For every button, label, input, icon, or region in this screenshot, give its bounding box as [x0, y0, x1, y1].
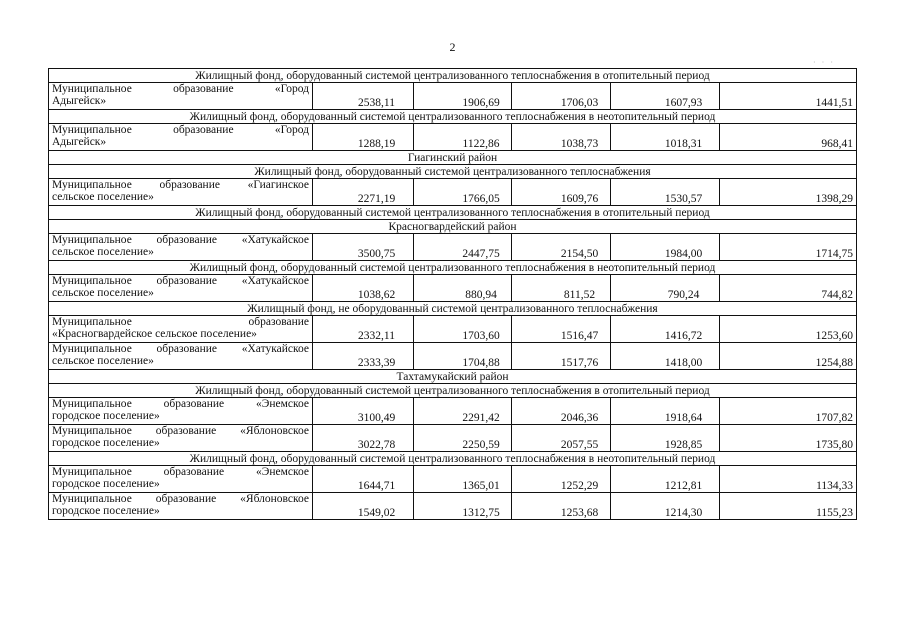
scan-marks: · · ·	[813, 58, 835, 67]
value-cell: 1609,76	[512, 179, 611, 206]
value-cell: 2271,19	[313, 179, 414, 206]
municipality-name-line-2: городское поселение»	[52, 437, 160, 449]
value-cell: 1365,01	[414, 466, 512, 493]
value-cell: 1252,29	[512, 466, 611, 493]
municipality-name-cell	[49, 124, 313, 151]
value-cell: 1288,19	[313, 124, 414, 151]
value-cell: 1441,51	[720, 83, 857, 110]
section-header-text: Жилищный фонд, оборудованный системой централизованного теплоснабжения	[49, 165, 857, 179]
section-header-row	[49, 151, 857, 165]
value-cell: 1644,71	[313, 466, 414, 493]
municipality-name-line-2: городское поселение»	[52, 410, 160, 422]
section-header-row	[49, 384, 857, 398]
municipality-name-line-1: Муниципальное образование «Город	[52, 124, 309, 136]
section-header-row	[49, 370, 857, 384]
table-row	[49, 493, 857, 520]
value-cell: 2447,75	[414, 234, 512, 261]
value-cell: 1253,68	[512, 493, 611, 520]
value-cell: 1704,88	[414, 343, 512, 370]
value-cell: 1928,85	[611, 425, 720, 452]
municipality-name-line-1: Муниципальное образование «Яблоновское	[52, 493, 309, 505]
value-cell: 968,41	[720, 124, 857, 151]
table-row	[49, 316, 857, 343]
municipality-name-line-2: Адыгейск»	[52, 136, 107, 148]
table-row	[49, 179, 857, 206]
section-header-text: Жилищный фонд, оборудованный системой централизованного теплоснабжения в неотопительный период	[49, 452, 857, 466]
value-cell: 1122,86	[414, 124, 512, 151]
value-cell: 2333,39	[313, 343, 414, 370]
value-cell: 744,82	[720, 275, 857, 302]
page-number: 2	[449, 40, 456, 54]
table-body	[49, 69, 857, 520]
municipality-name-line-2: «Красногвардейское сельское поселение»	[52, 328, 257, 340]
value-cell: 2046,36	[512, 398, 611, 425]
section-header-row	[49, 302, 857, 316]
municipality-name-line-1: Муниципальное образование «Хатукайское	[52, 275, 309, 287]
tariff-table	[48, 68, 857, 520]
section-header-text: Жилищный фонд, не оборудованный системой централизованного теплоснабжения	[49, 302, 857, 316]
municipality-name-line-1: Муниципальное образование «Хатукайское	[52, 234, 309, 246]
section-header-row	[49, 165, 857, 179]
table-row	[49, 234, 857, 261]
value-cell: 1703,60	[414, 316, 512, 343]
municipality-name-line-2: сельское поселение»	[52, 246, 154, 258]
municipality-name-cell	[49, 425, 313, 452]
value-cell: 1516,47	[512, 316, 611, 343]
value-cell: 1214,30	[611, 493, 720, 520]
value-cell: 1254,88	[720, 343, 857, 370]
value-cell: 1918,64	[611, 398, 720, 425]
value-cell: 1714,75	[720, 234, 857, 261]
section-header-text: Тахтамукайский район	[49, 370, 857, 384]
municipality-name-cell	[49, 316, 313, 343]
value-cell: 2057,55	[512, 425, 611, 452]
value-cell: 1607,93	[611, 83, 720, 110]
section-header-text: Жилищный фонд, оборудованный системой централизованного теплоснабжения в отопительный период	[49, 206, 857, 220]
value-cell: 790,24	[611, 275, 720, 302]
municipality-name-line-1: Муниципальное образование «Яблоновское	[52, 425, 309, 437]
section-header-text: Жилищный фонд, оборудованный системой централизованного теплоснабжения в отопительный период	[49, 384, 857, 398]
value-cell: 1735,80	[720, 425, 857, 452]
value-cell: 2154,50	[512, 234, 611, 261]
section-header-row	[49, 110, 857, 124]
value-cell: 2332,11	[313, 316, 414, 343]
municipality-name-line-2: Адыгейск»	[52, 95, 107, 107]
value-cell: 811,52	[512, 275, 611, 302]
value-cell: 1416,72	[611, 316, 720, 343]
table-row	[49, 466, 857, 493]
section-header-row	[49, 220, 857, 234]
value-cell: 1906,69	[414, 83, 512, 110]
section-header-row	[49, 69, 857, 83]
value-cell: 1517,76	[512, 343, 611, 370]
municipality-name-cell	[49, 83, 313, 110]
section-header-row	[49, 452, 857, 466]
municipality-name-line-1: Муниципальное образование	[52, 316, 309, 328]
value-cell: 1706,03	[512, 83, 611, 110]
municipality-name-line-2: городское поселение»	[52, 478, 160, 490]
value-cell: 1038,73	[512, 124, 611, 151]
value-cell: 1018,31	[611, 124, 720, 151]
value-cell: 1134,33	[720, 466, 857, 493]
value-cell: 1530,57	[611, 179, 720, 206]
value-cell: 1766,05	[414, 179, 512, 206]
municipality-name-cell	[49, 234, 313, 261]
value-cell: 1038,62	[313, 275, 414, 302]
value-cell: 2291,42	[414, 398, 512, 425]
table-row	[49, 425, 857, 452]
municipality-name-line-1: Муниципальное образование «Гиагинское	[52, 179, 309, 191]
municipality-name-cell	[49, 466, 313, 493]
value-cell: 2538,11	[313, 83, 414, 110]
value-cell: 1212,81	[611, 466, 720, 493]
municipality-name-line-2: сельское поселение»	[52, 287, 154, 299]
value-cell: 1155,23	[720, 493, 857, 520]
section-header-text: Гиагинский район	[49, 151, 857, 165]
municipality-name-cell	[49, 493, 313, 520]
value-cell: 1398,29	[720, 179, 857, 206]
value-cell: 2250,59	[414, 425, 512, 452]
section-header-text: Красногвардейский район	[49, 220, 857, 234]
value-cell: 3022,78	[313, 425, 414, 452]
section-header-text: Жилищный фонд, оборудованный системой централизованного теплоснабжения в неотопительный период	[49, 261, 857, 275]
section-header-row	[49, 206, 857, 220]
value-cell: 1312,75	[414, 493, 512, 520]
value-cell: 3100,49	[313, 398, 414, 425]
municipality-name-line-2: сельское поселение»	[52, 191, 154, 203]
table-row	[49, 124, 857, 151]
value-cell: 1253,60	[720, 316, 857, 343]
value-cell: 3500,75	[313, 234, 414, 261]
municipality-name-line-1: Муниципальное образование «Хатукайское	[52, 343, 309, 355]
value-cell: 1549,02	[313, 493, 414, 520]
municipality-name-cell	[49, 398, 313, 425]
municipality-name-line-1: Муниципальное образование «Энемское	[52, 466, 309, 478]
value-cell: 880,94	[414, 275, 512, 302]
section-header-text: Жилищный фонд, оборудованный системой централизованного теплоснабжения в неотопительный период	[49, 110, 857, 124]
municipality-name-line-2: сельское поселение»	[52, 355, 154, 367]
table-row	[49, 275, 857, 302]
value-cell: 1418,00	[611, 343, 720, 370]
municipality-name-line-2: городское поселение»	[52, 505, 160, 517]
value-cell: 1984,00	[611, 234, 720, 261]
value-cell: 1707,82	[720, 398, 857, 425]
section-header-text: Жилищный фонд, оборудованный системой централизованного теплоснабжения в отопительный период	[49, 69, 857, 83]
table-row	[49, 343, 857, 370]
municipality-name-line-1: Муниципальное образование «Энемское	[52, 398, 309, 410]
municipality-name-cell	[49, 179, 313, 206]
municipality-name-line-1: Муниципальное образование «Город	[52, 83, 309, 95]
section-header-row	[49, 261, 857, 275]
table-row	[49, 83, 857, 110]
table-row	[49, 398, 857, 425]
municipality-name-cell	[49, 343, 313, 370]
municipality-name-cell	[49, 275, 313, 302]
